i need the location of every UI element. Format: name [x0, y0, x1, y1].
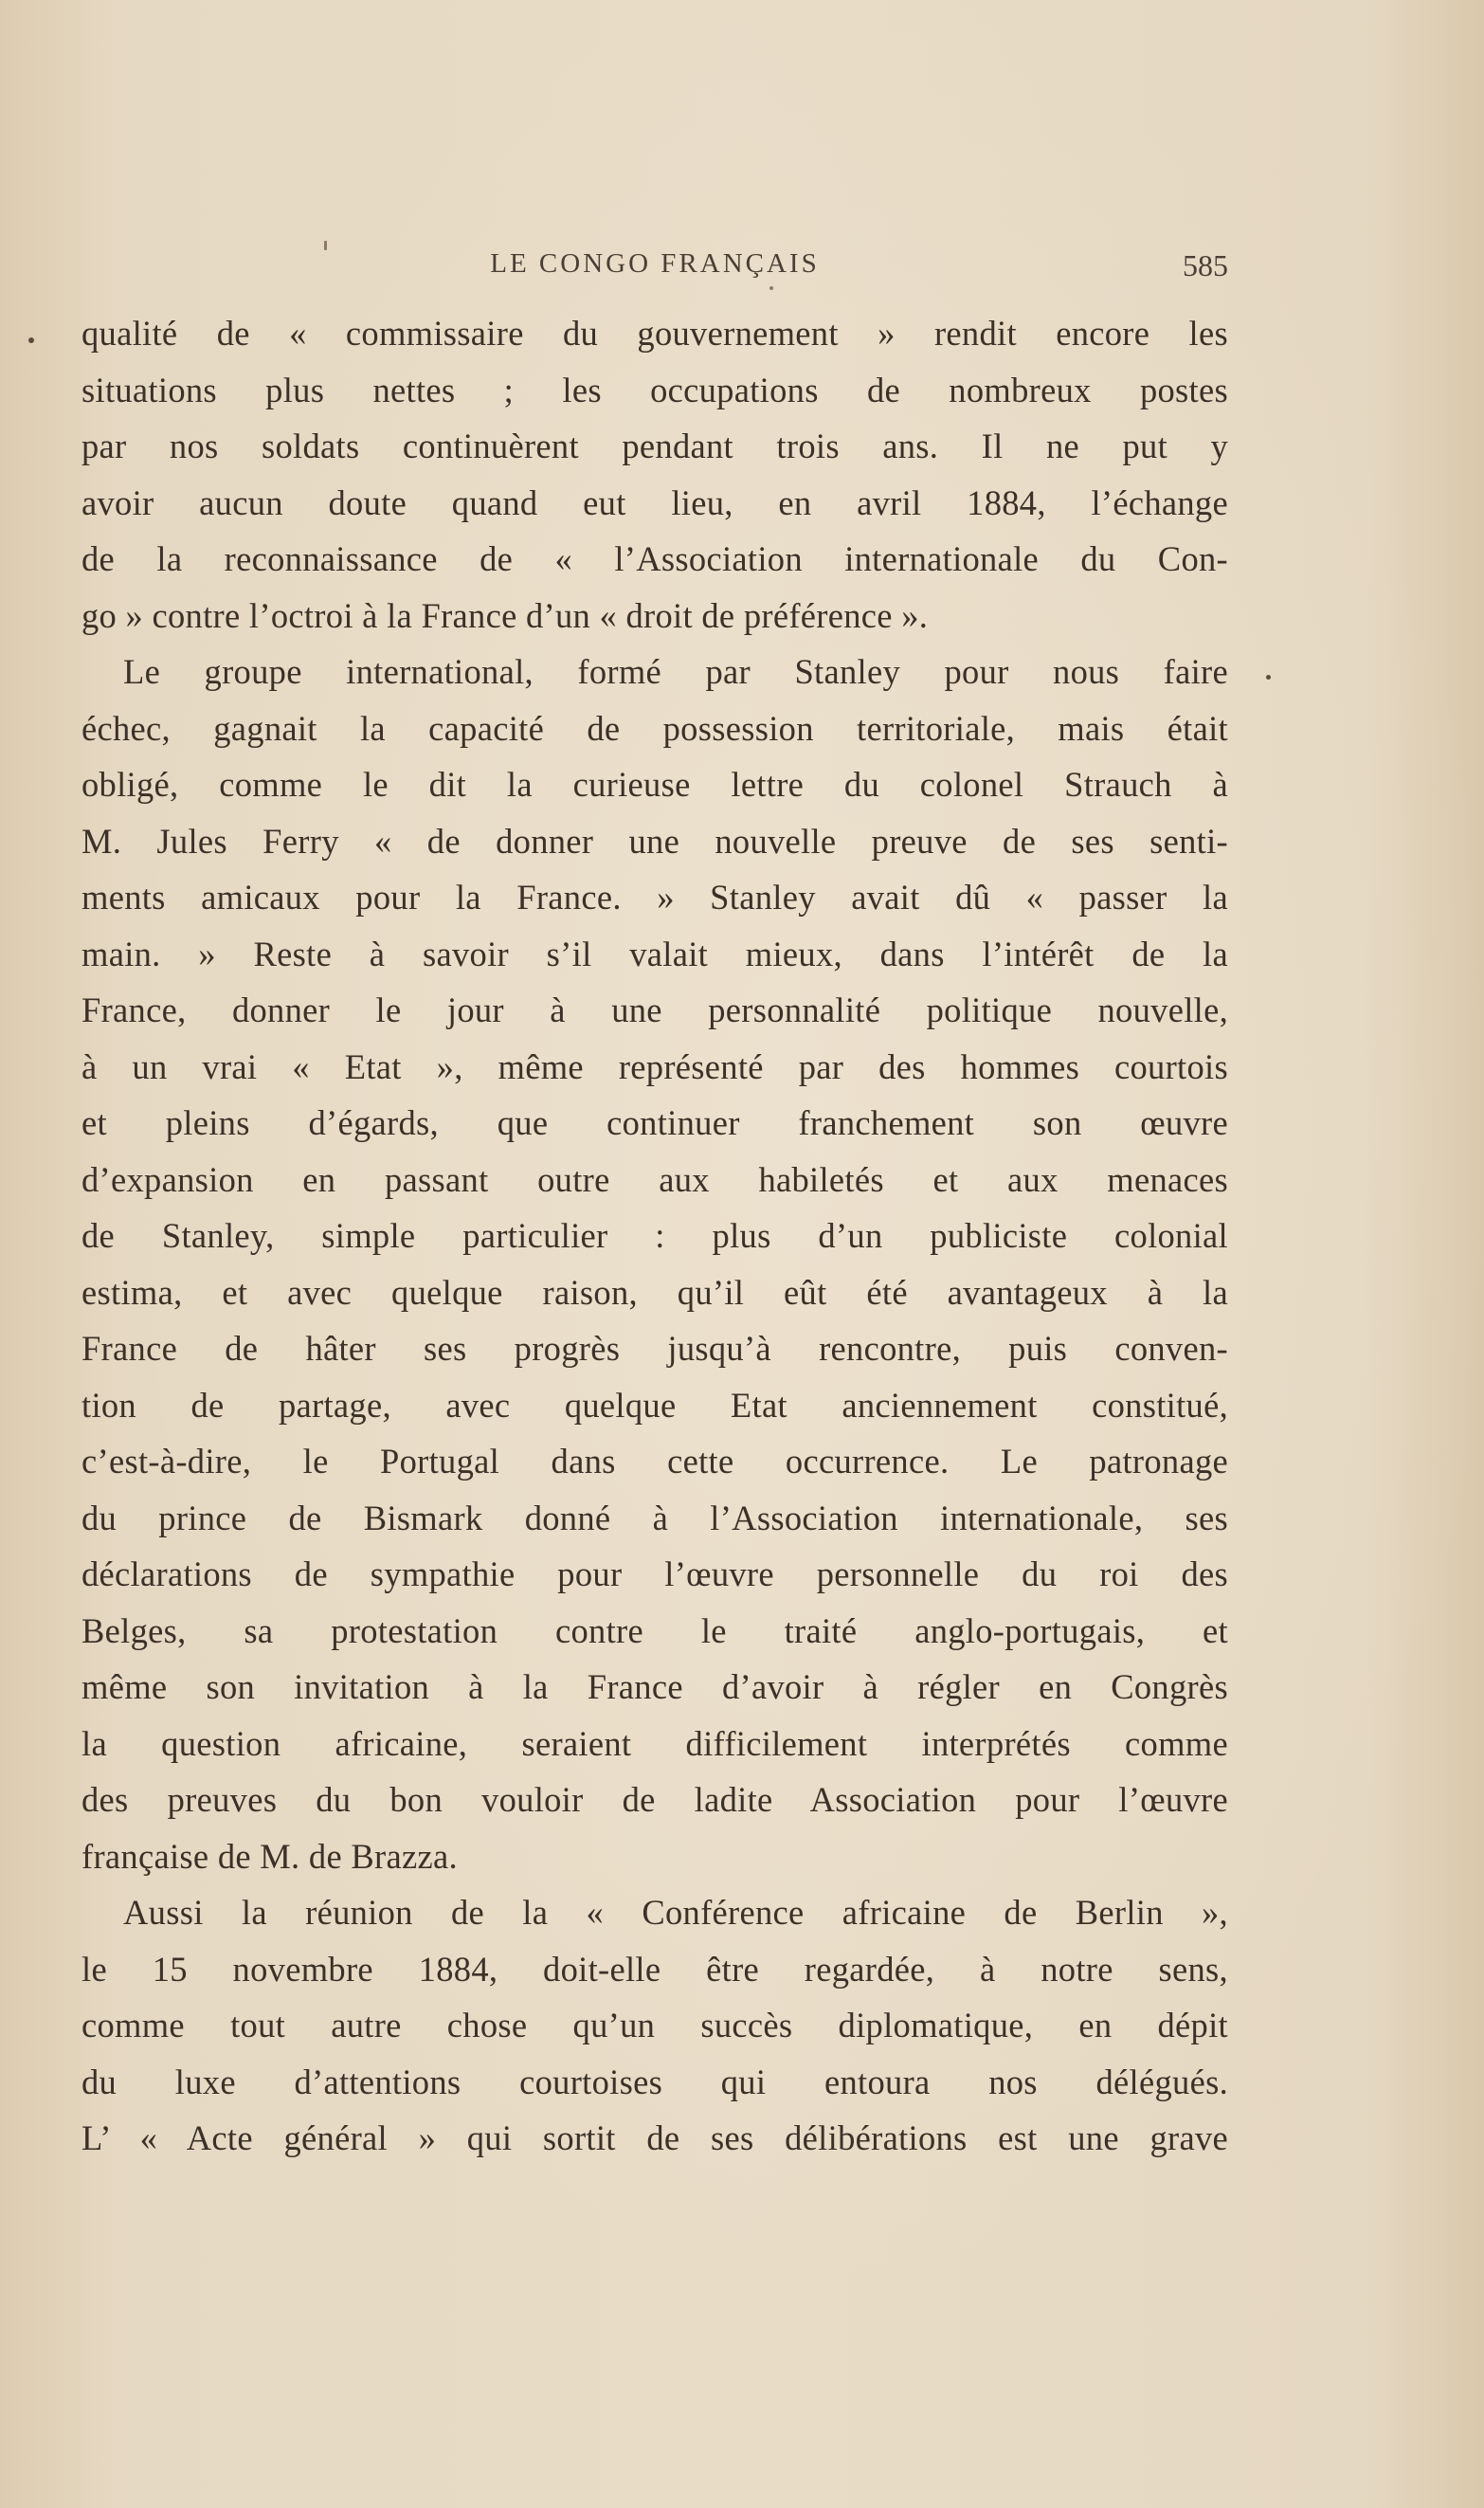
- paper-speck: [769, 286, 773, 290]
- text-line: estima, et avec quelque raison, qu’il eût été avantageux à la: [81, 1272, 1228, 1312]
- text-line: même son invitation à la France d’avoir à régler en Congrès: [81, 1667, 1228, 1706]
- text-line: qualité de « commissaire du gouvernement » rendit encore les: [81, 314, 1228, 353]
- running-title: LE CONGO FRANÇAIS: [490, 248, 820, 279]
- text-line: Belges, sa protestation contre le traité anglo-portugais, et: [81, 1610, 1228, 1650]
- text-line: avoir aucun doute quand eut lieu, en avril 1884, l’échange: [81, 482, 1228, 522]
- text-line: Aussi la réunion de la « Conférence africaine de Berlin »,: [123, 1893, 1228, 1932]
- page-number: 585: [1183, 248, 1228, 282]
- text-line: à un vrai « Etat », même représenté par des hommes courtois: [81, 1046, 1228, 1086]
- text-line: go » contre l’octroi à la France d’un « droit de préférence ».: [81, 595, 929, 635]
- text-line: tion de partage, avec quelque Etat anciennement constitué,: [81, 1385, 1228, 1425]
- text-line: par nos soldats continuèrent pendant trois ans. Il ne put y: [81, 427, 1228, 465]
- text-line: M. Jules Ferry « de donner une nouvelle preuve de ses senti-: [81, 821, 1228, 861]
- text-line: main. » Reste à savoir s’il valait mieux, dans l’intérêt de la: [81, 934, 1228, 973]
- text-line: c’est-à-dire, le Portugal dans cette occurrence. Le patronage: [81, 1442, 1228, 1481]
- text-line: du prince de Bismark donné à l’Association internationale, ses: [81, 1498, 1228, 1537]
- text-line: française de M. de Brazza.: [81, 1836, 458, 1876]
- body-text: [81, 305, 1228, 2167]
- text-line: L’ « Acte général » qui sortit de ses délibérations est une grave: [81, 2118, 1228, 2157]
- text-line: et pleins d’égards, que continuer franchement son œuvre: [81, 1103, 1228, 1142]
- text-line: d’expansion en passant outre aux habiletés et aux menaces: [81, 1159, 1228, 1199]
- running-head: [81, 248, 1228, 286]
- text-line: de Stanley, simple particulier : plus d’un publiciste colonial: [81, 1216, 1228, 1255]
- text-line: de la reconnaissance de « l’Association internationale du Con-: [81, 539, 1228, 578]
- paper-speck: [324, 241, 327, 250]
- text-line: ments amicaux pour la France. » Stanley avait dû « passer la: [81, 878, 1228, 917]
- paper-speck: [28, 337, 34, 343]
- text-line: la question africaine, seraient difficilement interprétés comme: [81, 1723, 1228, 1763]
- text-line: situations plus nettes ; les occupations de nombreux postes: [81, 370, 1228, 409]
- text-line: France de hâter ses progrès jusqu’à rencontre, puis conven-: [81, 1329, 1228, 1368]
- text-line: le 15 novembre 1884, doit-elle être regardée, à notre sens,: [81, 1949, 1228, 1989]
- text-line: échec, gagnait la capacité de possession territoriale, mais était: [81, 708, 1228, 748]
- text-line: France, donner le jour à une personnalité politique nouvelle,: [81, 990, 1228, 1029]
- text-line: comme tout autre chose qu’un succès diplomatique, en dépit: [81, 2006, 1228, 2045]
- text-line: du luxe d’attentions courtoises qui entoura nos délégués.: [81, 2062, 1228, 2101]
- text-line: déclarations de sympathie pour l’œuvre personnelle du roi des: [81, 1554, 1228, 1593]
- paper-speck: [1266, 675, 1271, 680]
- text-line: des preuves du bon vouloir de ladite Association pour l’œuvre: [81, 1780, 1228, 1819]
- text-line: obligé, comme le dit la curieuse lettre du colonel Strauch à: [81, 765, 1228, 804]
- text-line: Le groupe international, formé par Stanley pour nous faire: [123, 652, 1228, 691]
